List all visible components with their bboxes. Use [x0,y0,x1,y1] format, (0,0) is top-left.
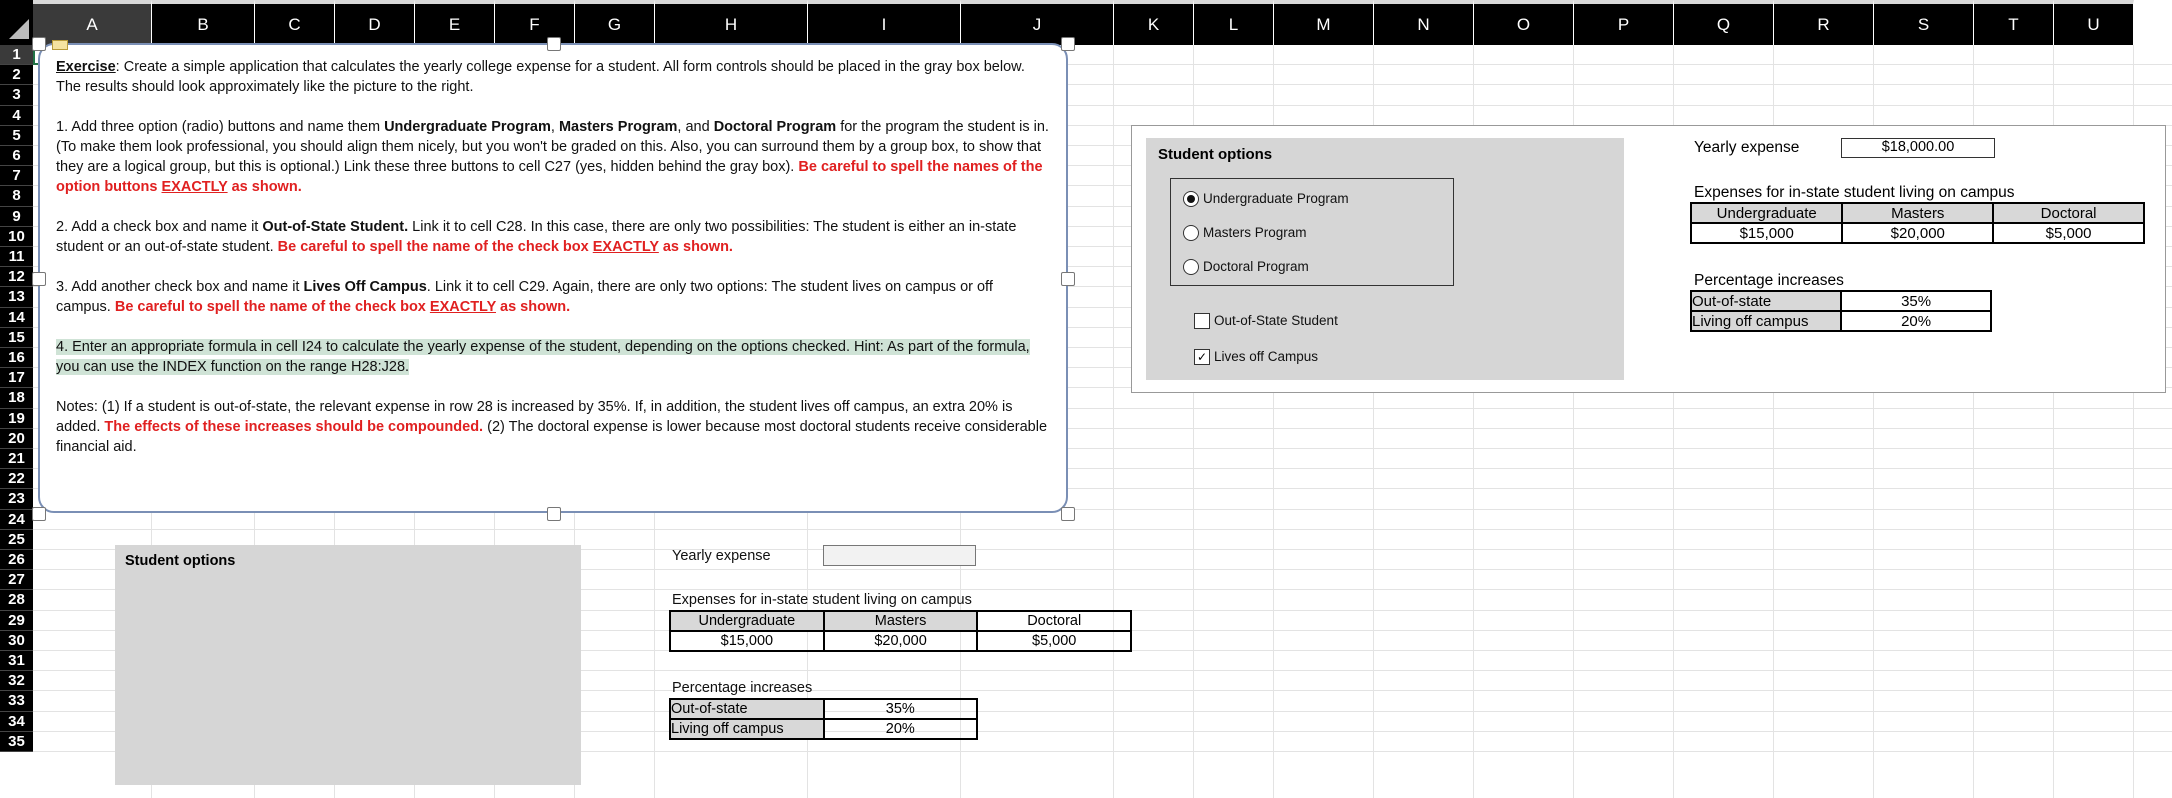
expenses-table [669,610,1132,652]
comment-marker-icon [52,40,68,50]
yearly-expense-cell[interactable] [823,545,976,566]
radio-selected-icon [1183,191,1199,207]
column-header[interactable]: H [655,0,808,45]
row-header[interactable]: 19 [0,409,33,429]
column-header[interactable]: F [495,0,575,45]
example-yearly-expense-value: $18,000.00 [1841,138,1995,158]
row-header[interactable]: 12 [0,267,33,287]
example-pct-value-out-of-state: 35% [1841,291,1991,311]
option-doctoral[interactable]: Doctoral Program [1183,258,1309,276]
resize-handle-right[interactable] [1061,272,1075,286]
row-header[interactable]: 8 [0,186,33,206]
column-header[interactable]: D [335,0,415,45]
row-header[interactable]: 4 [0,106,33,126]
example-pct-label-off-campus: Living off campus [1691,311,1841,331]
exercise-step-3: 3. Add another check box and name it Lives Off Campus. Link it to cell C29. Again, there are only two options: The student lives on campus or off campus. Be careful to spell the name of the check box EXACTLY as shown. [56,279,993,315]
row-header[interactable]: 11 [0,247,33,267]
pct-label-out-of-state: Out-of-state [670,699,824,719]
example-expenses-table [1690,202,2145,244]
resize-handle-top[interactable] [547,37,561,51]
expense-value-undergraduate[interactable]: $15,000 [670,631,824,651]
row-header[interactable]: 18 [0,388,33,408]
row-header[interactable]: 26 [0,550,33,570]
expense-header-undergraduate: Undergraduate [670,611,824,631]
row-header[interactable]: 2 [0,65,33,85]
column-header[interactable]: C [255,0,335,45]
column-header[interactable]: I [808,0,961,45]
column-header[interactable]: R [1774,0,1874,45]
example-picture[interactable] [1131,125,2166,393]
exercise-notes: Notes: (1) If a student is out-of-state, the relevant expense in row 28 is increased by 35%. If, in addition, the student lives off campus, an extra 20% is added. The effects of these increases should be compounded. (2) The doctoral expense is lower because most doctoral students receive considerable financial aid. [56,399,1048,455]
column-header[interactable]: P [1574,0,1674,45]
pct-label-off-campus: Living off campus [670,719,824,739]
row-header[interactable]: 24 [0,510,33,530]
row-header[interactable]: 9 [0,207,33,227]
column-header[interactable]: N [1374,0,1474,45]
expense-value-masters[interactable]: $20,000 [824,631,978,651]
row-header[interactable]: 16 [0,348,33,368]
example-pct-label-out-of-state: Out-of-state [1691,291,1841,311]
row-header[interactable]: 10 [0,227,33,247]
row-header[interactable]: 20 [0,429,33,449]
row-header[interactable]: 15 [0,328,33,348]
row-header[interactable]: 27 [0,570,33,590]
pct-value-out-of-state[interactable]: 35% [824,699,977,719]
row-header[interactable]: 14 [0,308,33,328]
row-header[interactable]: 13 [0,287,33,307]
column-header[interactable]: A [33,0,152,45]
row-header[interactable]: 31 [0,651,33,671]
pct-value-off-campus[interactable]: 20% [824,719,977,739]
gridline [1113,45,1114,798]
column-header[interactable]: B [152,0,255,45]
column-header[interactable]: E [415,0,495,45]
column-header[interactable]: K [1114,0,1194,45]
row-header[interactable]: 7 [0,166,33,186]
expense-header-doctoral: Doctoral [977,611,1131,631]
option-masters[interactable]: Masters Program [1183,224,1307,242]
row-header[interactable]: 25 [0,530,33,550]
row-header[interactable]: 3 [0,85,33,105]
checkbox-off-campus[interactable]: ✓ Lives off Campus [1194,348,1318,366]
select-all-corner[interactable] [0,0,33,45]
column-header[interactable]: S [1874,0,1974,45]
resize-handle-bottom[interactable] [547,507,561,521]
resize-handle-bl[interactable] [32,507,46,521]
row-header[interactable]: 29 [0,611,33,631]
column-header[interactable]: T [1974,0,2054,45]
row-header[interactable]: 21 [0,449,33,469]
resize-handle-left[interactable] [32,272,46,286]
expense-header-masters: Masters [824,611,978,631]
example-expenses-title: Expenses for in-state student living on campus [1694,184,2015,201]
example-value-doctoral: $5,000 [1993,223,2144,243]
column-header[interactable]: U [2054,0,2134,45]
row-header[interactable]: 23 [0,489,33,509]
checkbox-out-of-state[interactable]: Out-of-State Student [1194,312,1338,330]
row-header[interactable]: 32 [0,671,33,691]
column-header[interactable]: O [1474,0,1574,45]
row-header[interactable]: 33 [0,691,33,711]
example-student-options-label: Student options [1158,146,1273,163]
checkbox-empty-icon [1194,313,1210,329]
student-options-box[interactable] [115,545,581,785]
resize-handle-tl[interactable] [32,37,46,51]
yearly-expense-label: Yearly expense [672,548,771,564]
example-value-undergraduate: $15,000 [1691,223,1842,243]
example-yearly-expense-label: Yearly expense [1694,139,1800,156]
example-header-doctoral: Doctoral [1993,203,2144,223]
row-header[interactable]: 28 [0,590,33,610]
row-header[interactable]: 1 [0,45,33,65]
column-header[interactable]: G [575,0,655,45]
example-student-options-box [1146,138,1624,380]
pct-title: Percentage increases [672,680,813,696]
example-header-undergraduate: Undergraduate [1691,203,1842,223]
student-options-label: Student options [125,553,236,569]
expense-value-doctoral[interactable]: $5,000 [977,631,1131,651]
exercise-step-4: 4. Enter an appropriate formula in cell I24 to calculate the yearly expense of the student, depending on the options checked. Hint: As part of the formula, you can use the INDEX function on the range H28:J28. [56,339,1030,375]
radio-empty-icon [1183,225,1199,241]
row-header[interactable]: 6 [0,146,33,166]
resize-handle-br[interactable] [1061,507,1075,521]
row-header[interactable]: 35 [0,732,33,752]
example-program-groupbox [1170,178,1454,286]
checkmark-icon: ✓ [1194,349,1210,365]
resize-handle-tr[interactable] [1061,37,1075,51]
exercise-step-1: 1. Add three option (radio) buttons and name them Undergraduate Program, Masters Program, and Doctoral Program for the program the student is in. (To make them look professional, you should align them nicely, but you won't be graded on this. Also, you can surround them by a group box, to show that they are a logical group, but this is optional.) Link these three buttons to cell C27 (yes, hidden behind the gray box). Be careful to spell the names of the option buttons EXACTLY as shown. [56,119,1049,195]
gridline [33,529,2172,530]
column-header[interactable]: J [961,0,1114,45]
radio-empty-icon [1183,259,1199,275]
row-header[interactable]: 34 [0,712,33,732]
row-header[interactable]: 5 [0,126,33,146]
row-header[interactable]: 17 [0,368,33,388]
example-value-masters: $20,000 [1842,223,1993,243]
column-header[interactable]: M [1274,0,1374,45]
example-pct-title: Percentage increases [1694,272,1844,289]
example-pct-value-off-campus: 20% [1841,311,1991,331]
exercise-step-2: 2. Add a check box and name it Out-of-State Student. Link it to cell C28. In this case, there are only two possibilities: The student is either an in-state student or an out-of-state student. Be careful to spell the name of the check box EXACTLY as shown. [56,219,1017,255]
pct-table [669,698,978,740]
example-header-masters: Masters [1842,203,1993,223]
row-header[interactable]: 22 [0,469,33,489]
exercise-textbox[interactable] [38,43,1068,513]
exercise-intro: Exercise: Create a simple application that calculates the yearly college expense for a student. All form controls should be placed in the gray box below. The results should look approximately like the picture to the right. [56,59,1025,95]
expenses-title: Expenses for in-state student living on campus [672,592,972,608]
column-header[interactable]: L [1194,0,1274,45]
row-header[interactable]: 30 [0,631,33,651]
option-undergraduate[interactable]: Undergraduate Program [1183,190,1349,208]
example-pct-table [1690,290,1992,332]
column-header[interactable]: Q [1674,0,1774,45]
